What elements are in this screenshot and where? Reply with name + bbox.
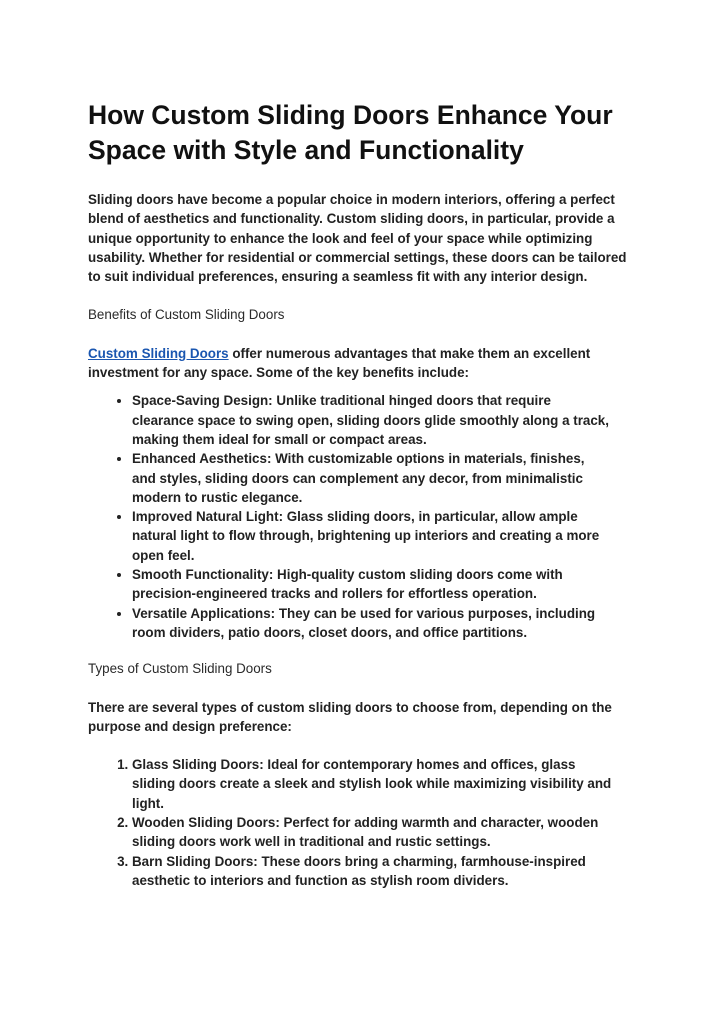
types-list bbox=[88, 755, 632, 890]
list-item: • Smooth Functionality: High-quality custom sliding doors come with precision-engineered tracks and rollers for effortless operation. bbox=[132, 565, 612, 604]
list-item: 2. Wooden Sliding Doors: Perfect for adding warmth and character, wooden sliding doors work well in traditional and rustic settings. bbox=[132, 813, 612, 852]
custom-sliding-doors-link[interactable]: Custom Sliding Doors bbox=[88, 345, 229, 361]
benefits-paragraph-text: offer numerous advantages that make them an excellent investment for any space. Some of the key benefits include: bbox=[88, 345, 591, 381]
benefits-list bbox=[88, 391, 632, 642]
types-paragraph: There are several types of custom sliding doors to choose from, depending on the purpose and design preference: bbox=[88, 699, 612, 734]
list-item: • Enhanced Aesthetics: With customizable options in materials, finishes, and styles, sliding doors can complement any decor, from minimalistic modern to rustic elegance. bbox=[132, 449, 612, 507]
list-item: • Versatile Applications: They can be used for various purposes, including room dividers, patio doors, closet doors, and office partitions. bbox=[132, 604, 612, 643]
document-title: How Custom Sliding Doors Enhance Your Space with Style and Functionality bbox=[88, 100, 613, 165]
list-item: 3. Barn Sliding Doors: These doors bring a charming, farmhouse-inspired aesthetic to interiors and function as stylish room dividers. bbox=[132, 852, 612, 891]
types-heading: Types of Custom Sliding Doors bbox=[88, 661, 272, 677]
benefits-heading: Benefits of Custom Sliding Doors bbox=[88, 307, 285, 323]
intro-paragraph: Sliding doors have become a popular choice in modern interiors, offering a perfect blend of aesthetics and functionality. Custom sliding doors, in particular, provide a unique opportunity to enhance the look and feel of your space while optimizing usability. Whether for residential or commercial settings, these doors can be tailored to suit individual preferences, ensuring a seamless fit with any interior design. bbox=[88, 192, 627, 285]
list-item: • Improved Natural Light: Glass sliding doors, in particular, allow ample natural light to flow through, brightening up interiors and creating a more open feel. bbox=[132, 507, 612, 565]
list-item: • Space-Saving Design: Unlike traditional hinged doors that require clearance space to swing open, sliding doors glide smoothly along a track, making them ideal for small or compact areas. bbox=[132, 391, 612, 449]
list-item: 1. Glass Sliding Doors: Ideal for contemporary homes and offices, glass sliding doors create a sleek and stylish look while maximizing visibility and light. bbox=[132, 755, 612, 813]
benefits-paragraph bbox=[88, 344, 636, 383]
